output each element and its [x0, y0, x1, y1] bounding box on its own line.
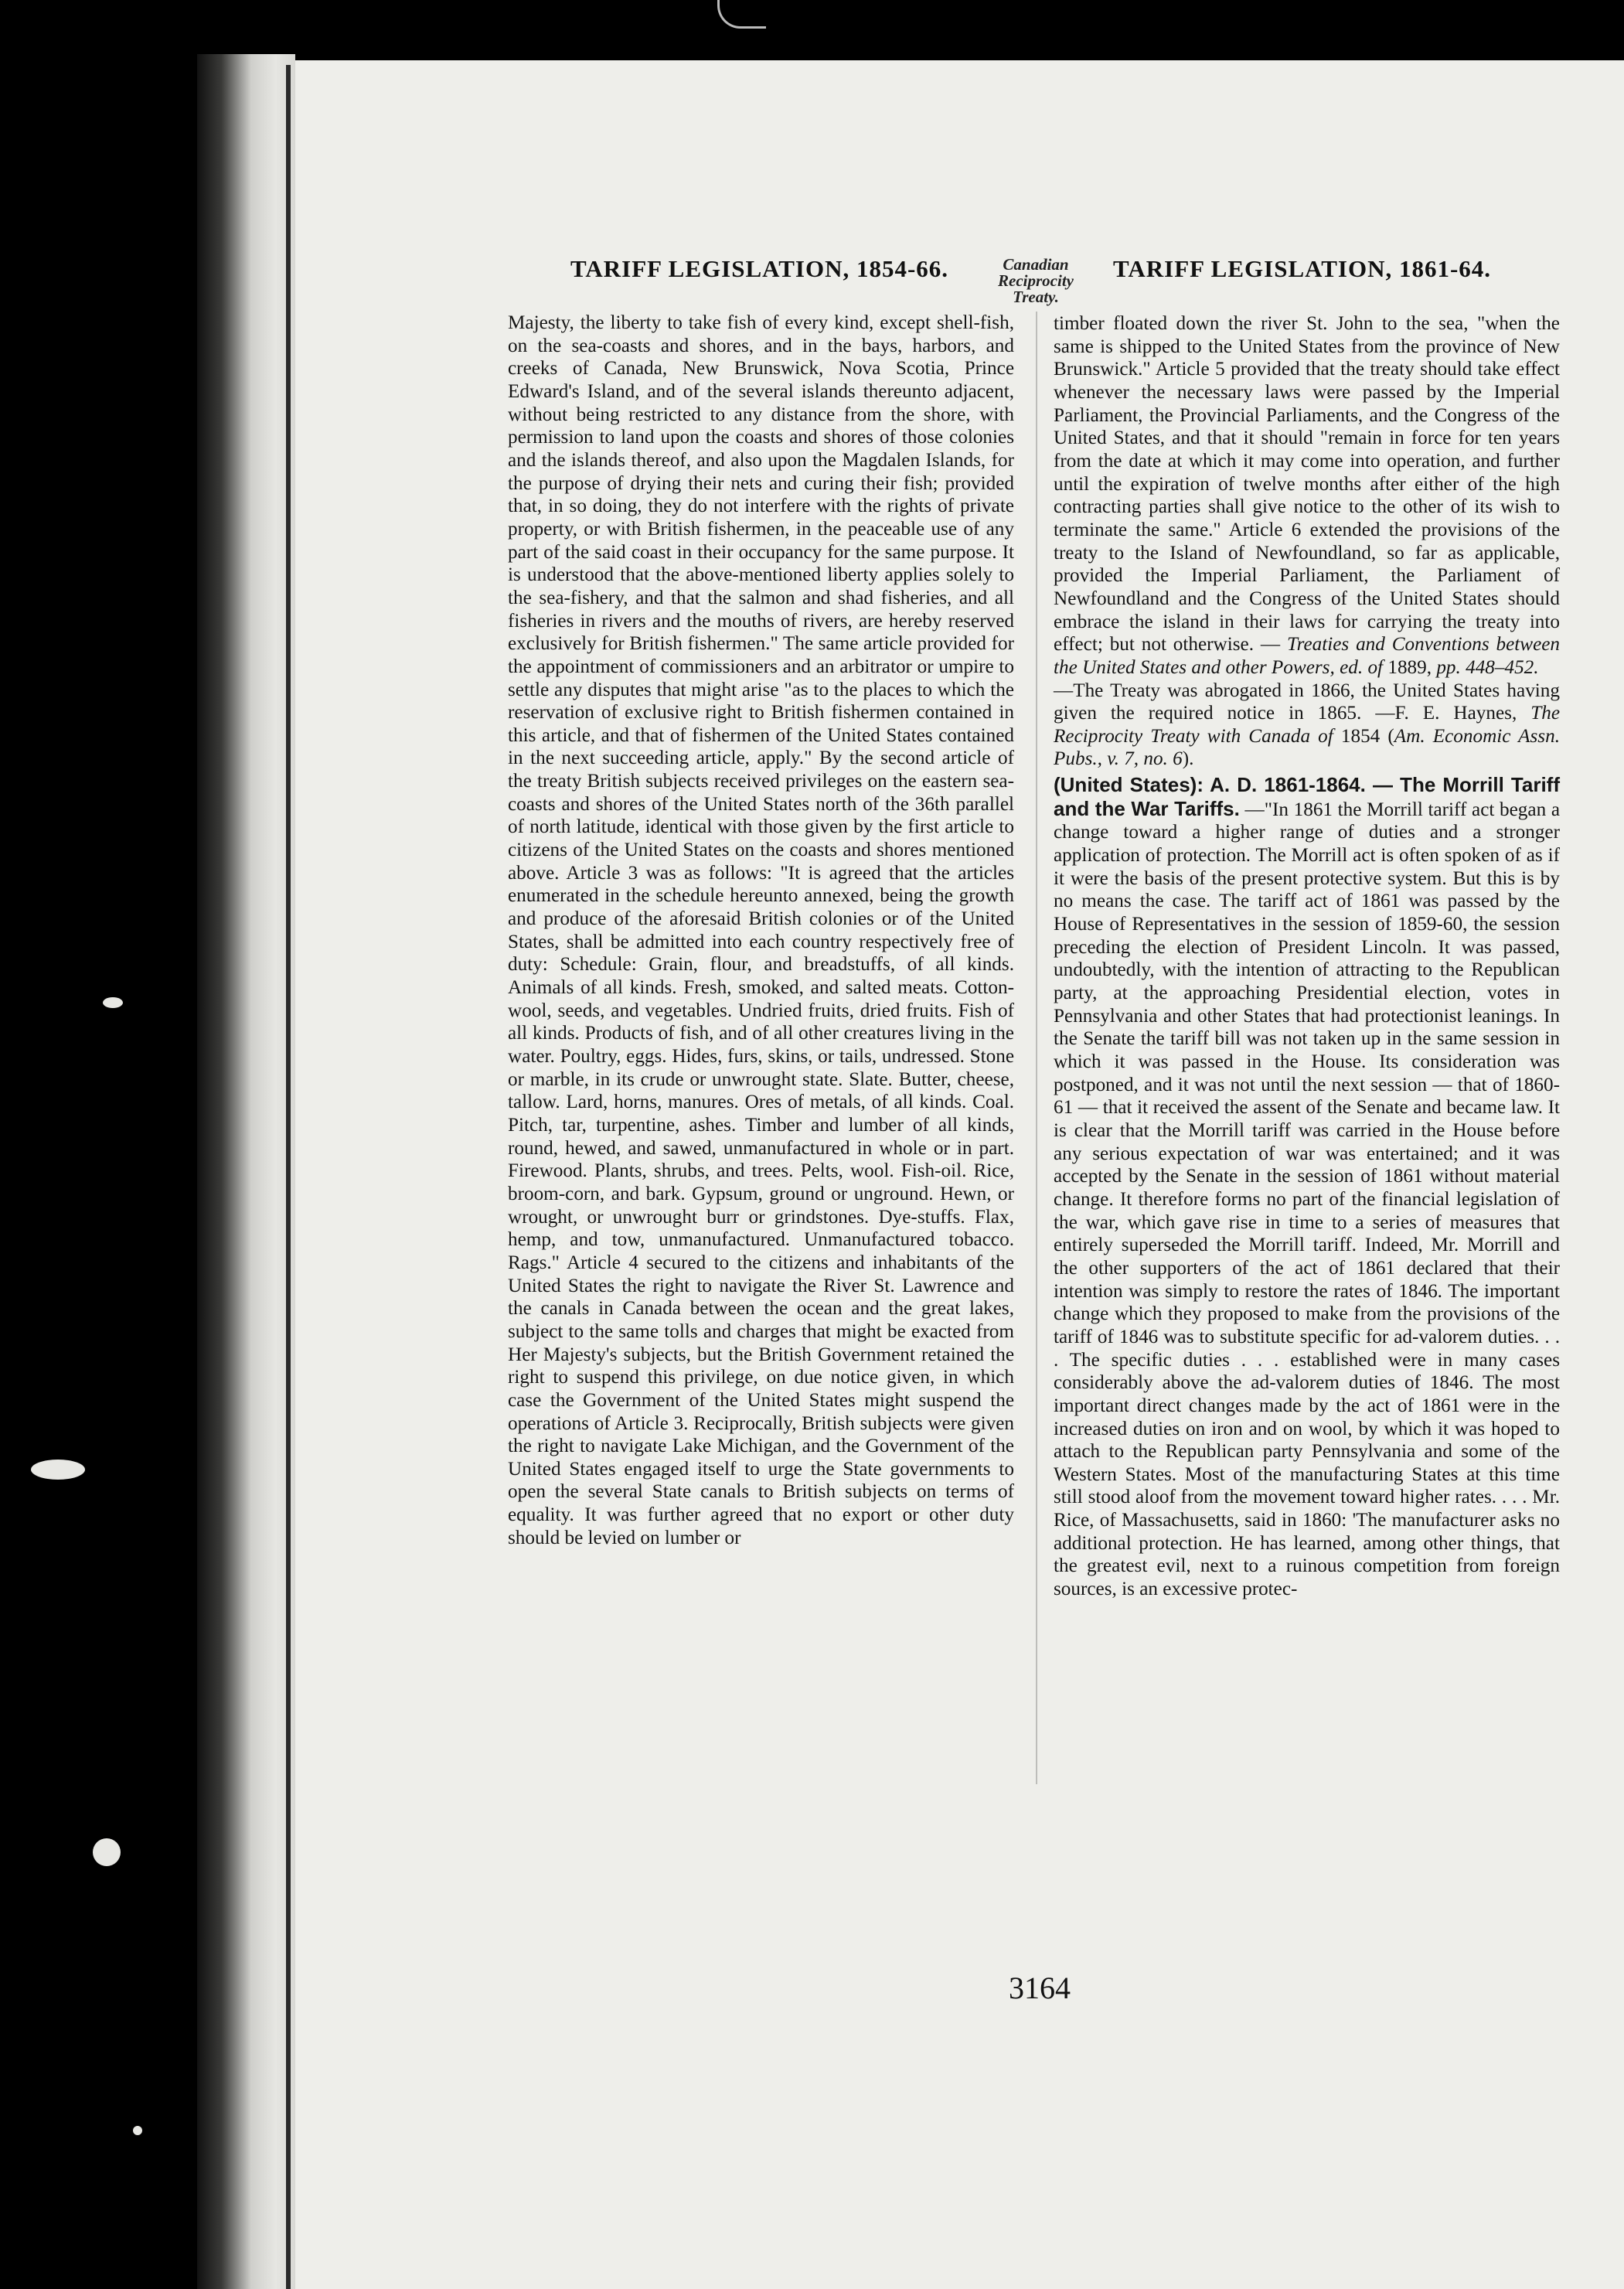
- treaty-paragraph: [1054, 312, 1560, 680]
- section-heading: (United States): A. D. 1861-1864. — The Morrill Tariff and the War Tariffs.: [1054, 773, 1560, 820]
- treaty-text: timber floated down the river St. John to the sea, "when the same is shipped to the United States from the province of New Brunswick." Article 5 provided that the treaty should take effect whenever the necessary laws were passed by the Imperial Parliament, the Provincial Parliaments, and the Congress of the United States, and that it should "remain in force for ten years from the date at which it may come into operation, and further until the expiration of twelve months after either of the high contracting parties shall give notice to the other of its wish to terminate the same." Article 6 extended the provisions of the treaty to the Island of Newfoundland, so far as applicable, provided the Imperial Parliament, the Parliament of Newfoundland and the Congress of the United States should embrace the island in their laws for carrying the treaty into effect; but not otherwise.: [1054, 313, 1560, 656]
- citation-pages: pp. 448–452.: [1436, 656, 1539, 678]
- abrogation-paragraph: [1054, 680, 1560, 772]
- binding-edge: [286, 65, 291, 2289]
- citation-year: 1889,: [1383, 656, 1437, 678]
- abrogation-text: —The Treaty was abrogated in 1866, the United States having given the required notice in 1865.: [1054, 680, 1560, 724]
- page-number: 3164: [1009, 1971, 1071, 2005]
- margin-speck: [31, 1460, 85, 1480]
- citation-title: Treaties and Conventions between the United States and other Powers, ed. of: [1054, 634, 1561, 678]
- morrill-text: —"In 1861 the Morrill tariff act began a change toward a higher range of duties and a stronger application of protection. The Morrill act is often spoken of as if it were the basis of the present protective system. But this is by no means the case. The tariff act of 1861 was passed by the House of Representatives in the session of 1859-60, the session preceding the election of President Lincoln. It was passed, undoubtedly, with the intention of attracting to the Republican party, at the approaching Presidential election, votes in Pennsylvania and other States that had protectionist leanings. In the Senate the tariff bill was not taken up in the same session in which it was passed in the House. Its consideration was postponed, and it was not until the next session — that of 1860-61 — that it received the assent of the Senate and became law. It is clear that the Morrill tariff was carried in the House before any serious expectation of war was entertained; and it was accepted by the Senate in the session of 1861 without material change. It therefore forms no part of the financial legislation of the war, which gave rise in time to a series of measures that entirely superseded the Morrill tariff. Indeed, Mr. Morrill and the other supporters of the act of 1861 declared that their intention was simply to restore the rates of 1846. The important change which they proposed to make from the provisions of the tariff of 1846 was to substitute specific for ad-valorem duties. . . . The specific duties . . . established were in many cases considerably above the ad-valorem duties of 1846. The most important direct changes made by the act of 1861 were in the increased duties on iron and on wool, by which it was hoped to attach to the Republican party Pennsylvania and some of the Western States. Most of the manufacturing States at this time still stood aloof from the movement toward higher rates. . . . Mr. Rice, of Massachusetts, said in 1860: 'The manufacturer asks no additional protection. He has learned, among other things, that the greatest evil, next to a ruinous competition from foreign sources, is an excessive protec-: [1054, 799, 1560, 1600]
- citation-prefix: —: [1260, 634, 1287, 656]
- left-column: [508, 312, 1014, 1549]
- column-rule: [1036, 312, 1037, 1784]
- book-binding: [197, 54, 295, 2289]
- left-column-text: Majesty, the liberty to take fish of every kind, except shell-fish, on the sea-coasts and shores, and in the bays, harbors, and creeks of Canada, New Brunswick, Nova Scotia, Prince Edward's Island, and of the several islands thereunto adjacent, without being restricted to any distance from the shore, with permission to land upon the coasts and shores of those colonies and the islands thereof, and also upon the Magdalen Islands, for the purpose of drying their nets and curing their fish; provided that, in so doing, they do not interfere with the rights of private property, or with British fishermen, in the peaceable use of any part of the said coast in their occupancy for the same purpose. It is understood that the above-mentioned liberty applies solely to the sea-fishery, and that the salmon and shad fisheries, and all fisheries in rivers and the mouths of rivers, are hereby reserved exclusively for British fishermen." The same article provided for the appointment of commissioners and an arbitrator or umpire to settle any disputes that might arise "as to the places to which the reservation of exclusive right to British fishermen contained in this article, and that of fishermen of the United States contained in the next succeeding article, apply." By the second article of the treaty British subjects received privileges on the eastern sea-coasts and shores of the United States north of the 36th parallel of north latitude, identical with those given by the first article to citizens of the United States on the coasts and shores mentioned above. Article 3 was as follows: "It is agreed that the articles enumerated in the schedule hereunto annexed, being the growth and produce of the aforesaid British colonies or of the United States, shall be admitted into each country respectively free of duty: Schedule: Grain, flour, and breadstuffs, of all kinds. Animals of all kinds. Fresh, smoked, and salted meats. Cotton-wool, seeds, and vegetables. Undried fruits, dried fruits. Fish of all kinds. Products of fish, and of all other creatures living in the water. Poultry, eggs. Hides, furs, skins, or tails, undressed. Stone or marble, in its crude or unwrought state. Slate. Butter, cheese, tallow. Lard, horns, manures. Ores of metals, of all kinds. Coal. Pitch, tar, turpentine, ashes. Timber and lumber of all kinds, round, hewed, and sawed, unmanufactured in whole or in part. Firewood. Plants, shrubs, and trees. Pelts, wool. Fish-oil. Rice, broom-corn, and bark. Gypsum, ground or unground. Hewn, or wrought, or unwrought burr or grindstones. Dye-stuffs. Flax, hemp, and tow, unmanufactured. Unmanufactured tobacco. Rags." Article 4 secured to the citizens and inhabitants of the United States the right to navigate the River St. Lawrence and the canals in Canada between the ocean and the great lakes, subject to the same tolls and charges that might be exacted from Her Majesty's subjects, but the British Government retained the right to suspend this privilege, on due notice given, in which case the Government of the United States might suspend the operations of Article 3. Reciprocally, British subjects were given the right to navigate Lake Michigan, and the Government of the United States engaged itself to urge the State governments to open the several State canals to British subjects on terms of equality. It was further agreed that no export or other duty should be levied on lumber or: [508, 312, 1014, 1548]
- page-curl-mark: [717, 0, 766, 29]
- citation-year: 1854 (: [1333, 725, 1394, 747]
- morrill-section: [1054, 774, 1560, 1601]
- left-running-title: TARIFF LEGISLATION, 1854-66.: [570, 255, 949, 282]
- right-running-title: TARIFF LEGISLATION, 1861-64.: [1113, 255, 1492, 282]
- marginal-note-line: Canadian: [1003, 255, 1069, 274]
- citation-series: Am. Economic Assn. Pubs., v. 7, no. 6: [1054, 725, 1560, 770]
- margin-speck: [133, 2126, 142, 2135]
- marginal-note: [974, 257, 1098, 305]
- citation-title: The Reciprocity Treaty with Canada of: [1054, 703, 1561, 747]
- running-header: [0, 255, 1624, 309]
- citation-end: ).: [1182, 748, 1194, 770]
- margin-speck: [103, 997, 123, 1008]
- right-column: [1054, 312, 1560, 1601]
- citation-author: —F. E. Haynes,: [1375, 703, 1531, 724]
- marginal-note-line: Reciprocity: [998, 271, 1074, 290]
- marginal-note-line: Treaty.: [1013, 288, 1059, 306]
- margin-speck: [93, 1838, 121, 1866]
